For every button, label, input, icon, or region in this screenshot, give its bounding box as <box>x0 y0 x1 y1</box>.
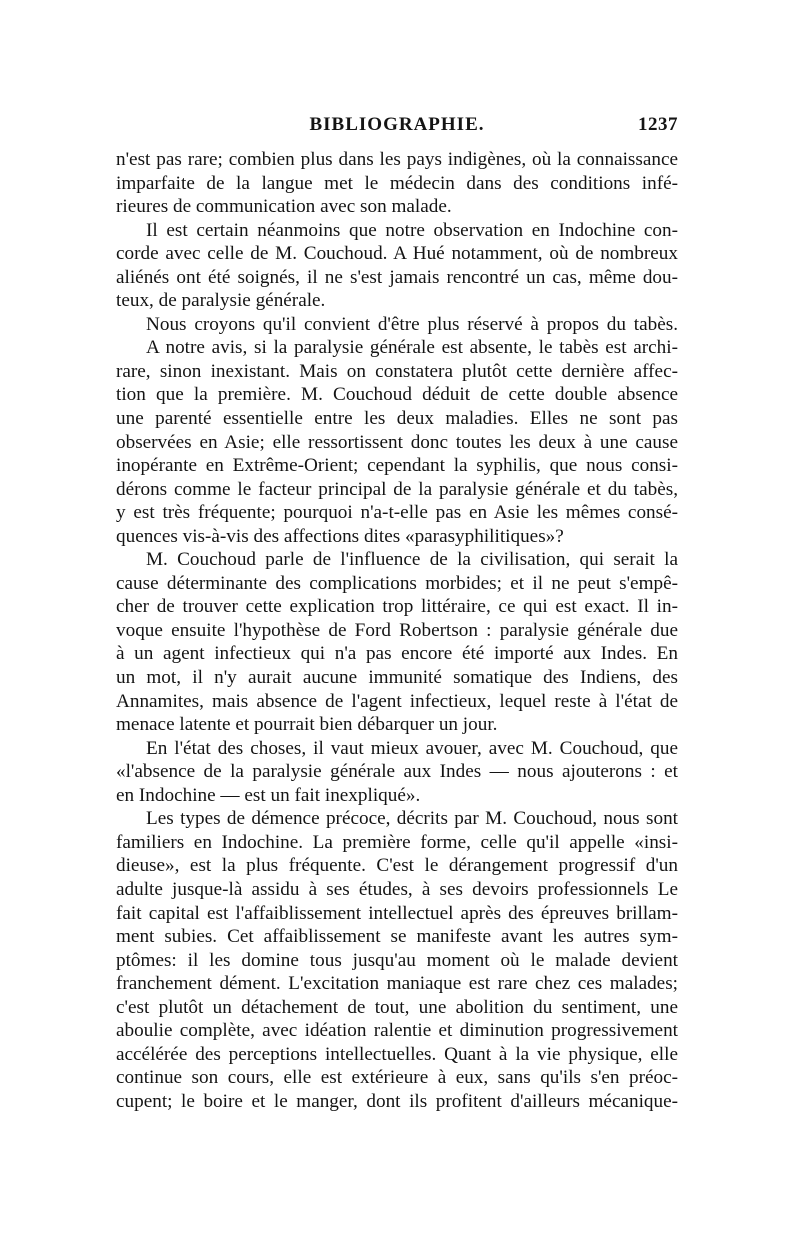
running-title: BIBLIOGRAPHIE. <box>309 114 485 135</box>
page-number: 1237 <box>638 114 678 135</box>
text-line: continue son cours, elle est extérieure à eux, sans qu'ils s'en préoc- <box>116 1067 678 1089</box>
text-line: aboulie complète, avec idéation ralentie et diminution progressivement <box>116 1020 678 1042</box>
text-line: cher de trouver cette explication trop littéraire, ce qui est exact. Il in- <box>116 596 678 618</box>
text-line: fait capital est l'affaiblissement intellectuel après des épreuves brillam- <box>116 902 678 924</box>
text-line: accélérée des perceptions intellectuelles. Quant à la vie physique, elle <box>116 1043 678 1065</box>
text-line: Les types de démence précoce, décrits par M. Couchoud, nous sont <box>146 808 678 830</box>
text-line: cupent; le boire et le manger, dont ils profitent d'ailleurs mécanique- <box>116 1090 678 1112</box>
text-line: à un agent infectieux qui n'a pas encore été importé aux Indes. En <box>116 643 678 665</box>
text-line: imparfaite de la langue met le médecin dans des conditions infé- <box>116 172 678 194</box>
text-line: un mot, il n'y aurait aucune immunité somatique des Indiens, des <box>116 667 678 689</box>
text-line: inopérante en Extrême-Orient; cependant la syphilis, que nous consi- <box>116 455 678 477</box>
text-line: rare, sinon inexistant. Mais on constatera plutôt cette dernière affec- <box>116 360 678 382</box>
text-line: «l'absence de la paralysie générale aux Indes — nous ajouterons : et <box>116 761 678 783</box>
text-line: familiers en Indochine. La première forme, celle qu'il appelle «insi- <box>116 831 678 853</box>
text-line: adulte jusque-là assidu à ses études, à ses devoirs professionnels Le <box>116 878 678 900</box>
text-line: dieuse», est la plus fréquente. C'est le dérangement progressif d'un <box>116 855 678 877</box>
text-line: Nous croyons qu'il convient d'être plus réservé à propos du tabès. <box>146 313 678 335</box>
text-line: ment subies. Cet affaiblissement se manifeste avant les autres sym- <box>116 926 678 948</box>
text-line: observées en Asie; elle ressortissent donc toutes les deux à une cause <box>116 431 678 453</box>
text-line: rieures de communication avec son malade. <box>116 196 452 218</box>
text-line: franchement dément. L'excitation maniaque est rare chez ces malades; <box>116 973 678 995</box>
text-line: aliénés ont été soignés, il ne s'est jamais rencontré un cas, même dou- <box>116 266 678 288</box>
text-line: ptômes: il les domine tous jusqu'au moment où le malade devient <box>116 949 678 971</box>
text-line: A notre avis, si la paralysie générale est absente, le tabès est archi- <box>146 337 678 359</box>
running-head <box>116 114 678 140</box>
body-text <box>116 148 678 1113</box>
text-line: quences vis-à-vis des affections dites «parasyphilitiques»? <box>116 525 564 547</box>
text-line: corde avec celle de M. Couchoud. A Hué notamment, où de nombreux <box>116 243 678 265</box>
text-line: tion que la première. M. Couchoud déduit de cette double absence <box>116 384 678 406</box>
text-line: dérons comme le facteur principal de la paralysie générale et du tabès, <box>116 478 678 500</box>
text-line: En l'état des choses, il vaut mieux avouer, avec M. Couchoud, que <box>146 737 678 759</box>
text-line: une parenté essentielle entre les deux maladies. Elles ne sont pas <box>116 408 678 430</box>
text-line: cause déterminante des complications morbides; et il ne peut s'empê- <box>116 572 678 594</box>
text-line: menace latente et pourrait bien débarquer un jour. <box>116 714 498 736</box>
text-line: voque ensuite l'hypothèse de Ford Robertson : paralysie générale due <box>116 619 678 641</box>
text-line: Annamites, mais absence de l'agent infectieux, lequel reste à l'état de <box>116 690 678 712</box>
text-line: c'est plutôt un détachement de tout, une abolition du sentiment, une <box>116 996 678 1018</box>
text-line: en Indochine — est un fait inexpliqué». <box>116 784 421 806</box>
text-line: n'est pas rare; combien plus dans les pays indigènes, où la connaissance <box>116 149 678 170</box>
text-line: teux, de paralysie générale. <box>116 290 326 312</box>
text-line: Il est certain néanmoins que notre observation en Indochine con- <box>146 219 678 241</box>
text-line: M. Couchoud parle de l'influence de la civilisation, qui serait la <box>146 549 678 571</box>
text-line: y est très fréquente; pourquoi n'a-t-elle pas en Asie les mêmes consé- <box>116 502 678 524</box>
